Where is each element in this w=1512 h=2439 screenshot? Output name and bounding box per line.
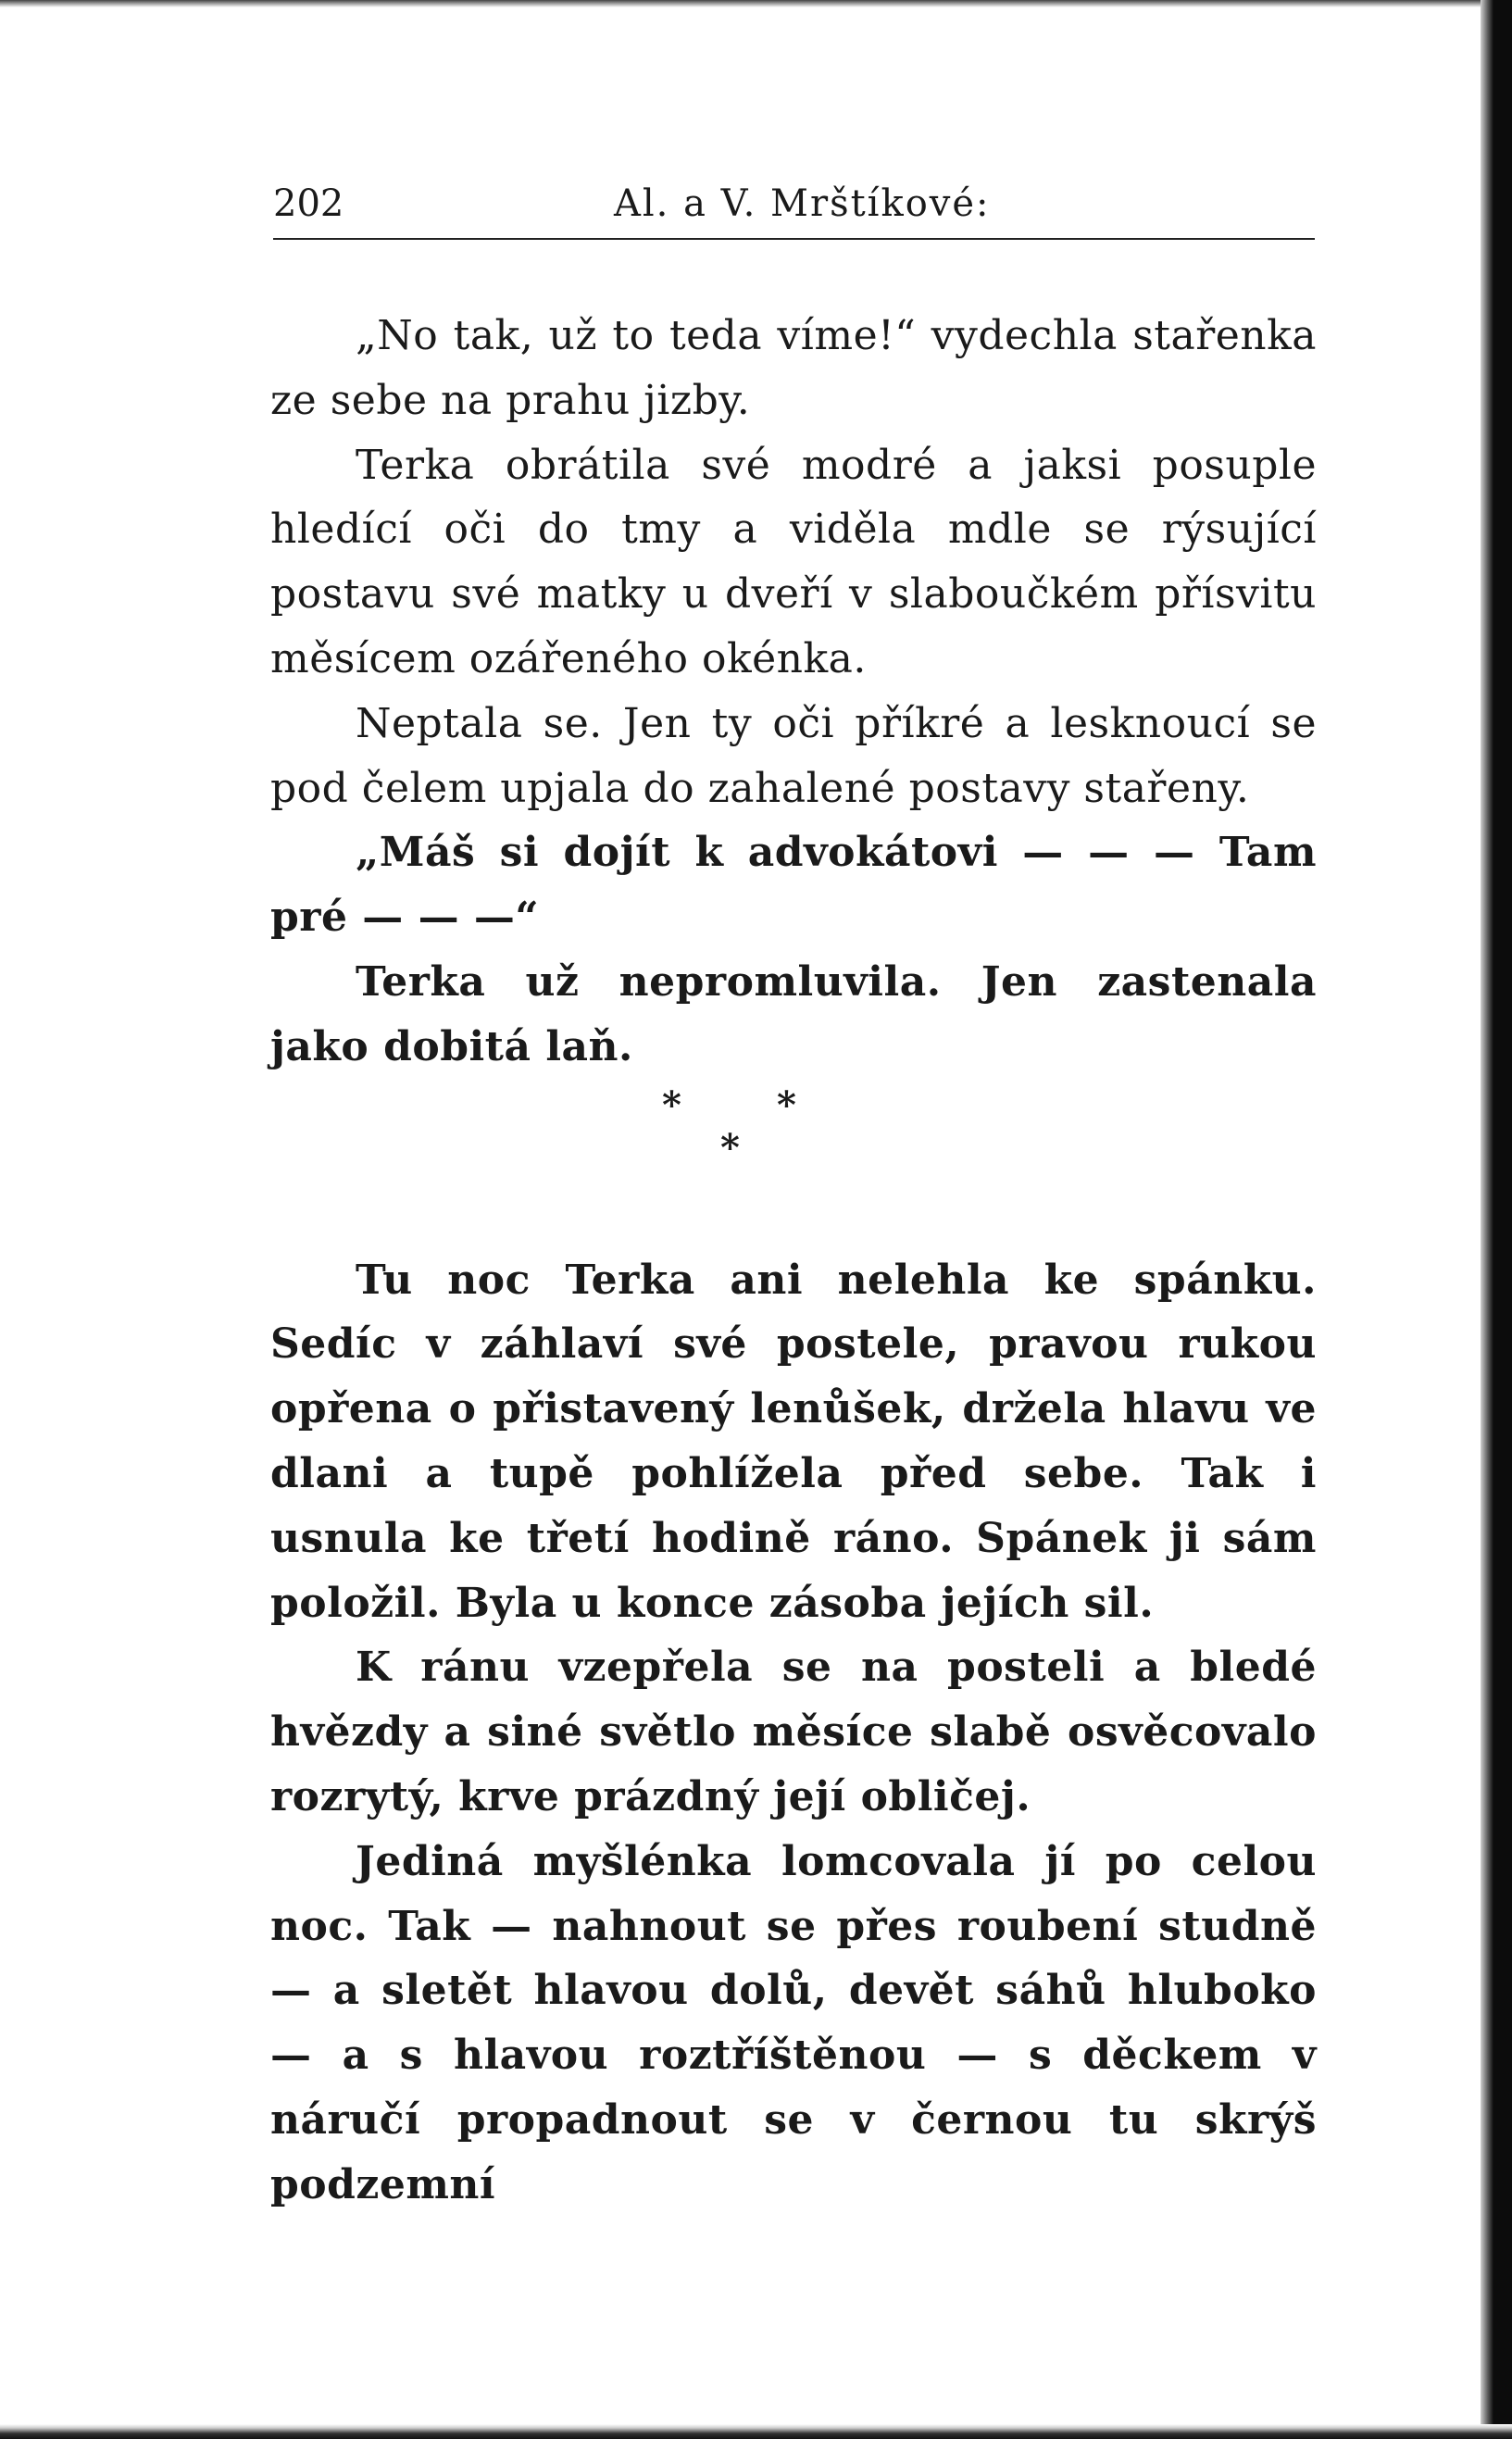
separator-star-center: * — [720, 1125, 741, 1169]
separator-star-left: * — [662, 1082, 682, 1127]
page-number: 202 — [273, 182, 344, 225]
scan-edge-bottom — [0, 2424, 1512, 2439]
running-title: Al. a V. Mrštíkové: — [614, 182, 991, 225]
paragraph: K ránu vzepřela se na posteli a bledé hvězdy a siné světlo měsíce slabě osvěcovalo rozrytý, krve prázdný její obličej. — [270, 1644, 1317, 1820]
paragraph: Tu noc Terka ani nelehla ke spánku. Sedíc v záhlaví své postele, pravou rukou opřena o přistavený lenůšek, držela hlavu ve dlani a tupě pohlížela před sebe. Tak i usnula ke třetí hodině ráno. Spánek ji sám položil. Byla u konce zásoba jejích sil. — [270, 1256, 1317, 1627]
page-header — [273, 176, 1315, 231]
separator-star-right: * — [777, 1082, 797, 1127]
paragraph: Jediná myšlénka lomcovala jí po celou noc. Tak — nahnout se přes roubení studně — a sletět hlavou dolů, devět sáhů hluboko — a s hlavou roztříštěnou — s děckem v náručí propadnout se v černou tu skrýš podzemní — [270, 1837, 1317, 2208]
section-separator — [270, 1080, 1317, 1248]
body-text — [270, 304, 1317, 2218]
paragraph: Terka obrátila své modré a jaksi posuple hledící oči do tmy a viděla mdle se rýsující postavu své matky u dveří v slaboučkém přísvitu měsícem ozářeného okénka. — [270, 441, 1317, 682]
header-rule — [273, 238, 1315, 240]
paragraph: „Máš si dojít k advokátovi — — — Tam pré — — —“ — [270, 829, 1317, 942]
paragraph: „No tak, už to teda víme!“ vydechla stařenka ze sebe na prahu jizby. — [270, 312, 1317, 424]
paragraph: Terka už nepromluvila. Jen zastenala jako dobitá laň. — [270, 957, 1317, 1070]
scan-edge-top — [0, 0, 1512, 7]
scan-edge-right — [1481, 0, 1512, 2439]
paragraph: Neptala se. Jen ty oči příkré a lesknoucí se pod čelem upjala do zahalené postavy stařeny. — [270, 699, 1317, 812]
